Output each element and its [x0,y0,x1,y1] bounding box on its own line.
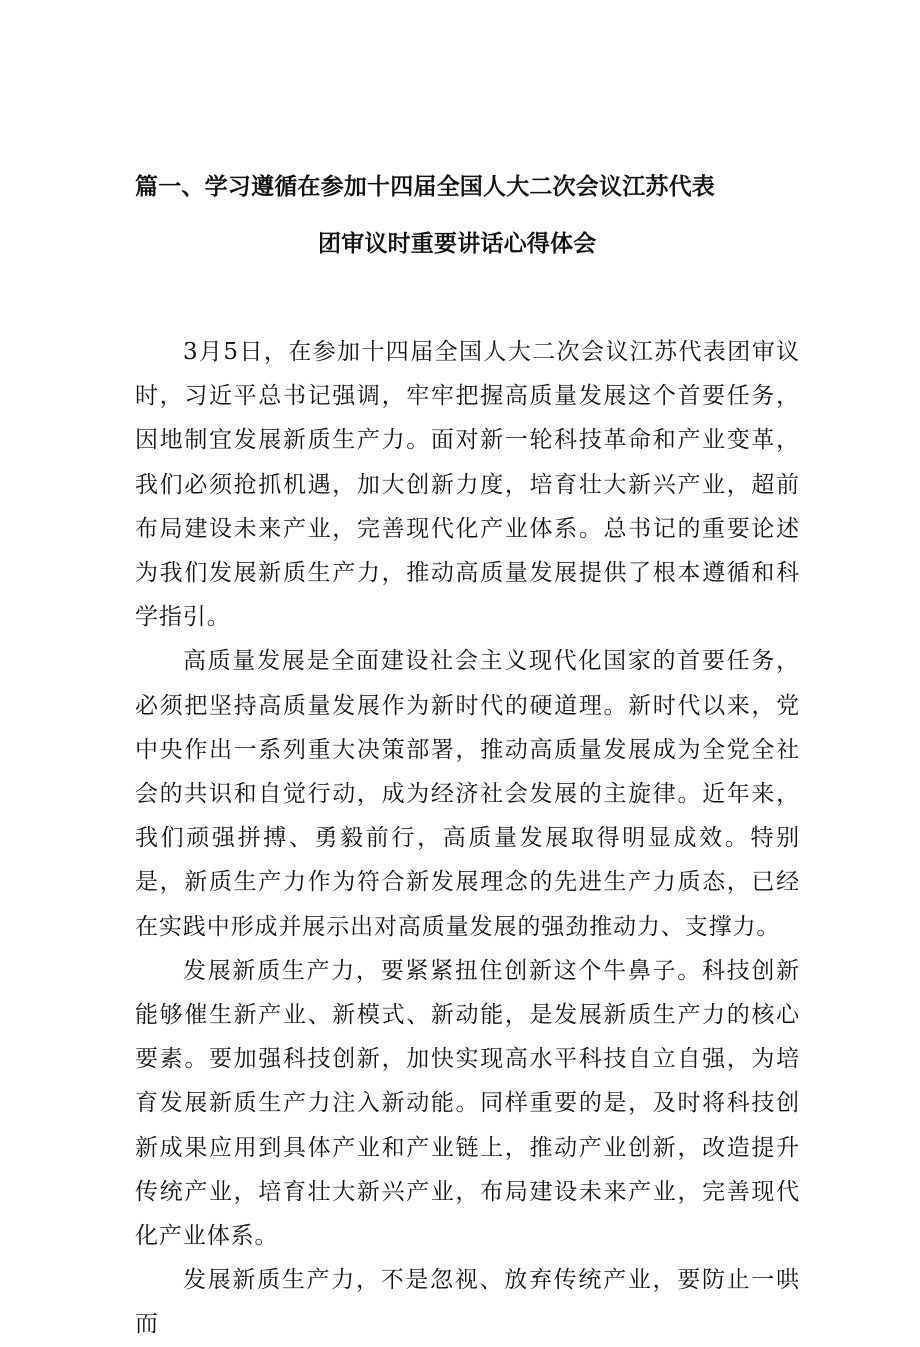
paragraph-2: 高质量发展是全面建设社会主义现代化国家的首要任务，必须把坚持高质量发展作为新时代的硬道理。新时代以来，党中央作出一系列重大决策部署，推动高质量发展成为全党全社会的共识和自觉行动，成为经济社会发展的主旋律。近年来，我们顽强拼搏、勇毅前行，高质量发展取得明显成效。特别是，新质生产力作为符合新发展理念的先进生产力质态，已经在实践中形成并展示出对高质量发展的强劲推动力、支撑力。 [135,648,800,940]
document-body [135,330,800,1347]
paragraph-1: 3月5日，在参加十四届全国人大二次会议江苏代表团审议时，习近平总书记强调，牢牢把握高质量发展这个首要任务，因地制宜发展新质生产力。面对新一轮科技革命和产业变革，我们必须抢抓机遇，加大创新力度，培育壮大新兴产业，超前布局建设未来产业，完善现代化产业体系。总书记的重要论述为我们发展新质生产力，推动高质量发展提供了根本遵循和科学指引。 [135,339,800,631]
document-title-line-2: 团审议时重要讲话心得体会 [318,231,597,257]
paragraph-3: 发展新质生产力，要紧紧扭住创新这个牛鼻子。科技创新能够催生新产业、新模式、新动能，是发展新质生产力的核心要素。要加强科技创新，加快实现高水平科技自立自强，为培育发展新质生产力注入新动能。同样重要的是，及时将科技创新成果应用到具体产业和产业链上，推动产业创新，改造提升传统产业，培育壮大新兴产业，布局建设未来产业，完善现代化产业体系。 [135,957,800,1250]
paragraph-4: 发展新质生产力，不是忽视、放弃传统产业，要防止一哄而 [135,1267,800,1338]
document-title-line-1: 篇一、学习遵循在参加十四届全国人大二次会议江苏代表 [135,174,715,200]
